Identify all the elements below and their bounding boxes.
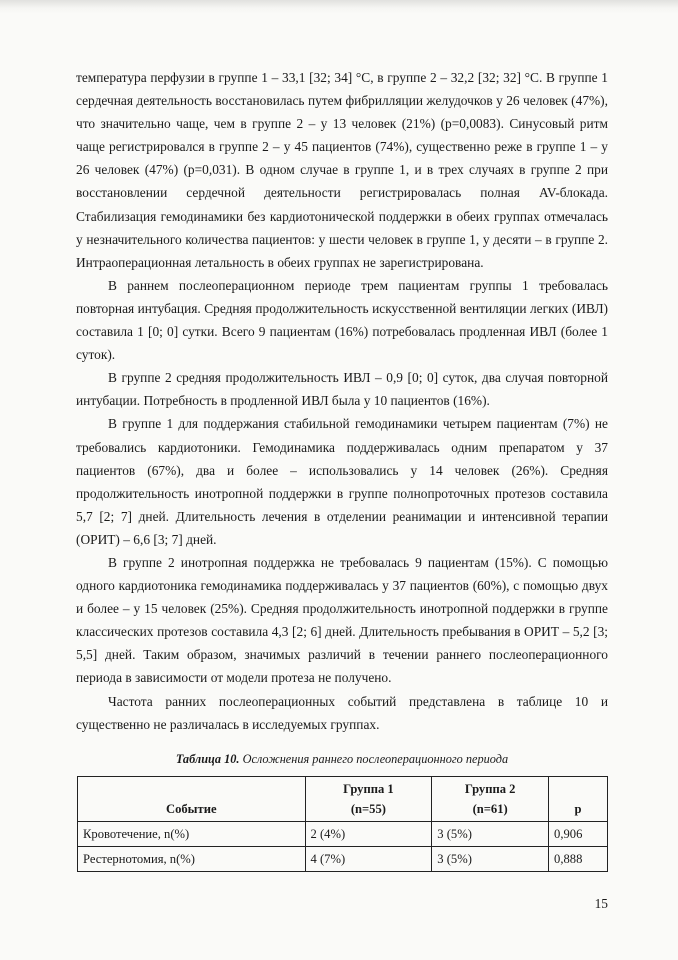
table-row <box>78 847 608 872</box>
page-number: 15 <box>594 896 608 911</box>
header-p: p <box>549 777 608 822</box>
paragraph: В группе 2 средняя продолжительность ИВЛ – 0,9 [0; 0] суток, два случая повторной интубации. Потребность в продленной ИВЛ была у 10 пациентов (16%). <box>76 370 608 409</box>
header-group1 <box>305 777 432 822</box>
header-group1-name: Группа 1 <box>343 782 394 796</box>
table-caption-label: Таблица 10. <box>175 752 240 766</box>
header-group2-n: (n=61) <box>472 802 508 816</box>
paragraph: температура перфузии в группе 1 – 33,1 [32; 34] °C, в группе 2 – 32,2 [32; 32] °C. В группе 1 сердечная деятельность восстановилась путем фибрилляции желудочков у 26 человек (47%), что значительно чаще, чем в группе 2 – у 13 человек (21%) (p=0,0083). Синусовый ритм чаще регистрировался в группе 2 – у 45 пациентов (74%), существенно реже в группе 1 – у 26 человек (47%) (p=0,031). В одном случае в группе 1, и в трех случаях в группе 2 при восстановлении сердечной деятельности регистрировалась полная AV-блокада. Стабилизация гемодинамики без кардиотонической поддержки в обеих группах отмечалась у незначительного количества пациентов: у шести человек в группе 1, у десяти – в группе 2. Интраоперационная летальность в обеих группах не зарегистрирована. <box>76 70 608 270</box>
paragraph: В группе 2 инотропная поддержка не требовалась 9 пациентам (15%). С помощью одного кардиотоника гемодинамика поддерживалась у 37 пациентов (60%), с помощью двух и более – у 15 человек (25%). Средняя продолжительность инотропной поддержки в группе классических протезов составила 4,3 [2; 6] дней. Длительность пребывания в ОРИТ – 5,2 [3; 5,5] дней. Таким образом, значимых различий в течении раннего послеоперационного периода в зависимости от модели протеза не получено. <box>76 554 608 686</box>
scan-shadow <box>0 0 678 8</box>
paragraph: В группе 1 для поддержания стабильной гемодинамики четырем пациентам (7%) не требовались кардиотоники. Гемодинамика поддерживалась одним препаратом у 37 пациентов (67%), два и более – использовались у 14 человек (26%). Средняя продолжительность инотропной поддержки в группе полнопроточных протезов составила 5,7 [2; 7] дней. Длительность лечения в отделении реанимации и интенсивной терапии (ОРИТ) – 6,6 [3; 7] дней. <box>76 416 608 547</box>
cell-p: 0,888 <box>549 847 608 872</box>
cell-event: Рестернотомия, n(%) <box>78 847 306 872</box>
header-group2 <box>432 777 549 822</box>
complications-table <box>77 776 608 872</box>
cell-group2: 3 (5%) <box>432 847 549 872</box>
table-caption <box>76 752 608 767</box>
table-row <box>78 822 608 847</box>
table-caption-text: Осложнения раннего послеоперационного периода <box>239 752 509 766</box>
body-text <box>76 66 608 736</box>
cell-group2: 3 (5%) <box>432 822 549 847</box>
paragraph: Частота ранних послеоперационных событий представлена в таблице 10 и существенно не различалась в исследуемых группах. <box>76 693 608 732</box>
header-group2-name: Группа 2 <box>464 782 516 796</box>
paragraph: В раннем послеоперационном периоде трем пациентам группы 1 требовалась повторная интубация. Средняя продолжительность искусственной вентиляции легких (ИВЛ) составила 1 [0; 0] сутки. Всего 9 пациентам (16%) потребовалась продленная ИВЛ (более 1 суток). <box>76 277 608 363</box>
cell-event: Кровотечение, n(%) <box>78 822 306 847</box>
cell-group1: 4 (7%) <box>305 847 432 872</box>
cell-p: 0,906 <box>549 822 608 847</box>
cell-group1: 2 (4%) <box>305 822 432 847</box>
header-group1-n: (n=55) <box>350 802 386 816</box>
table-header-row <box>78 777 608 822</box>
header-event: Событие <box>78 777 306 822</box>
